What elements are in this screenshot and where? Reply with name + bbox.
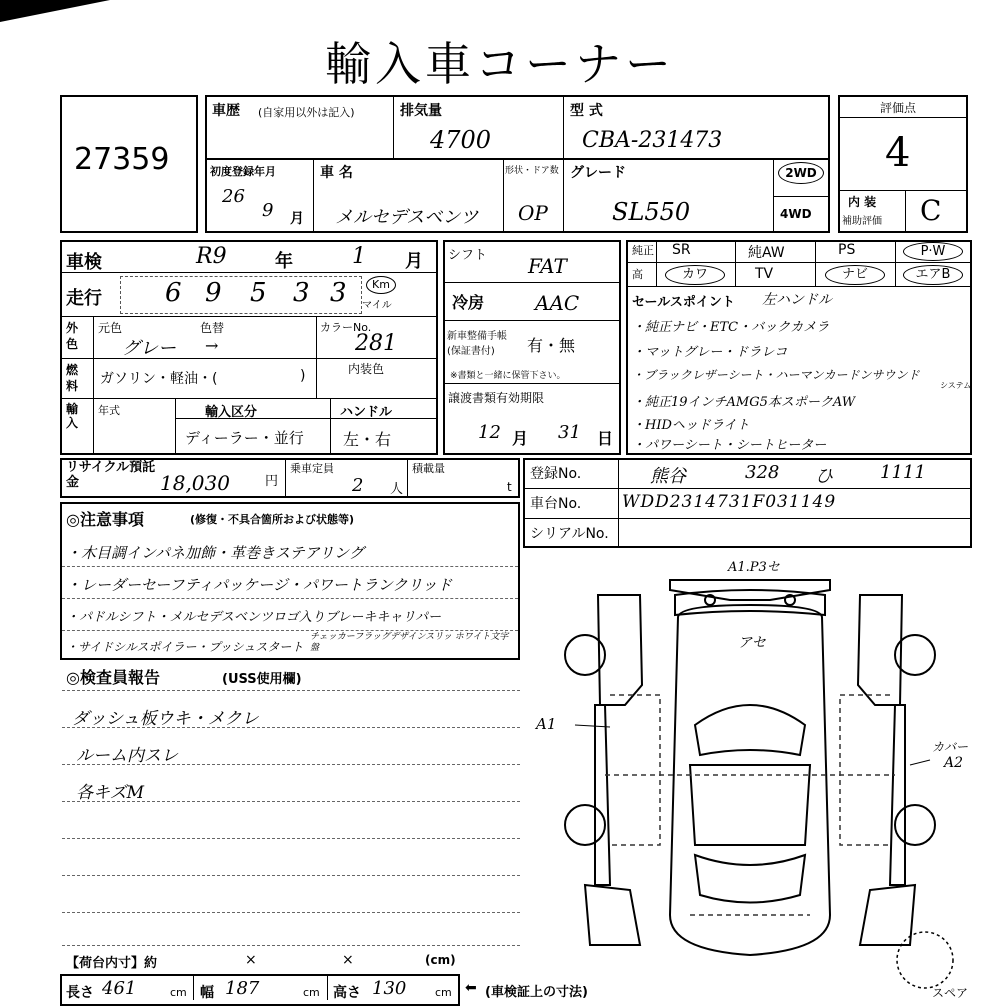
lot-number-box [60, 95, 198, 233]
notes-label: ◎注意事項 [66, 510, 144, 529]
diagram-spare-label: スペア [932, 986, 969, 1000]
divider [735, 240, 736, 286]
sales-line-7: ・パワーシート・シートヒーター [632, 438, 827, 453]
divider [905, 190, 906, 233]
displacement-value: 4700 [430, 126, 492, 154]
chassis-label: 車台No. [530, 496, 582, 512]
sales-line-5: ・純正19インチAMG5本スポークAW [632, 395, 856, 410]
car-diagram [530, 555, 970, 995]
model-code-label: 型 式 [570, 103, 603, 119]
divider [60, 398, 438, 399]
sales-line-3: ・マットグレー・ドラレコ [632, 345, 788, 360]
transfer-month: 12 [478, 422, 501, 443]
grade-value: SL550 [612, 198, 691, 226]
equip-sr: SR [672, 242, 691, 258]
divider [316, 316, 317, 398]
first-reg-label: 初度登録年月 [210, 165, 276, 178]
shift-label: シフト [448, 248, 488, 263]
inspection-year-unit: 年 [275, 251, 293, 272]
shape-value: OP [518, 201, 548, 225]
divider [656, 240, 657, 286]
cargo-x1: × [245, 952, 257, 968]
equip-aw: 純AW [748, 245, 785, 261]
drive-4wd: 4WD [780, 207, 812, 221]
divider [838, 190, 968, 191]
first-reg-month: 9 [262, 200, 274, 221]
interior-sub: 補助評価 [842, 216, 882, 227]
shift-value: FAT [528, 254, 567, 278]
recycle-label: リサイクル預託金 [66, 460, 156, 490]
inspection-year: R9 [196, 244, 227, 269]
car-name-value: メルセデスベンツ [335, 207, 479, 228]
equip-pw: P·W [903, 242, 963, 261]
mileage-unit-km: Km [366, 276, 396, 294]
manual-label: 新車整備手帳(保証書付) [447, 331, 507, 357]
capacity-value: 2 [352, 475, 364, 496]
displacement-label: 排気量 [400, 103, 442, 119]
shape-label: 形状・ドア数 [505, 166, 559, 176]
registration-num: 328 [745, 462, 780, 483]
load-unit: t [507, 480, 512, 494]
registration-place: 熊谷 [650, 466, 686, 487]
diagram-right-label: カバー [932, 740, 969, 754]
length-unit: cm [170, 986, 187, 999]
diagram-top-label: A1.P3セ [728, 560, 780, 575]
rule [62, 630, 518, 631]
cargo-label: 【荷台内寸】約 [66, 956, 158, 971]
equip-tv: TV [755, 266, 774, 282]
grade-label: グレード [570, 165, 626, 181]
equip-navi: ナビ [825, 265, 885, 285]
notes-sub: (修復・不具合箇所および状態等) [190, 513, 355, 526]
transfer-month-unit: 月 [512, 429, 529, 448]
divider [205, 158, 830, 160]
import-year-label: 年式 [98, 404, 120, 417]
notes-line-2: ・レーダーセーフティパッケージ・パワートランクリッド [66, 576, 452, 594]
width-label: 幅 [200, 985, 214, 1001]
diagram-right-code: A2 [944, 755, 964, 771]
divider [815, 240, 816, 286]
manual-value: 有・無 [527, 336, 576, 355]
divider [895, 240, 896, 286]
equip-leather: カワ [665, 265, 725, 285]
divider [193, 974, 194, 1000]
transfer-day-unit: 日 [597, 429, 614, 448]
divider [393, 95, 394, 158]
capacity-label: 乗車定員 [290, 462, 334, 475]
mileage-digit-1: 6 [165, 278, 182, 308]
cargo-unit: (cm) [425, 953, 456, 967]
width-value: 187 [225, 978, 260, 999]
notes-line-4-tail: チェッカーフラッグデザインスリッ ホワイト文字盤 [310, 632, 509, 653]
inspection-month: 1 [352, 244, 366, 269]
dims-note: (車検証上の寸法) [485, 985, 588, 1000]
inspector-sub: (USS使用欄) [222, 672, 302, 687]
history-label: 車歴 [212, 103, 240, 119]
notes-line-3: ・パドルシフト・メルセデスベンツロゴ入りブレーキキャリパー [66, 610, 441, 625]
color-arrow: → [205, 336, 219, 355]
cargo-x2: × [342, 952, 354, 968]
serial-label: シリアルNo. [530, 526, 609, 542]
import-class-value: ディーラー・並行 [185, 429, 304, 447]
handle-value: 左・右 [343, 430, 392, 449]
month-unit: 月 [290, 211, 304, 227]
sales-small-note: システム [940, 381, 972, 390]
divider [618, 458, 619, 548]
sales-line-6: ・HIDヘッドライト [632, 418, 750, 433]
manual-note: ※書類と一緒に保管下さい。 [450, 371, 566, 381]
divider [313, 158, 314, 233]
chassis-value: WDD2314731F031149 [622, 492, 837, 512]
fuel-options: ガソリン・軽油・( [100, 371, 218, 387]
car-name-label: 車 名 [320, 165, 353, 181]
divider [523, 518, 972, 519]
inspector-line-2: ルーム内スレ [76, 746, 178, 766]
mileage-digit-4: 3 [293, 278, 310, 308]
first-reg-year: 26 [222, 186, 245, 207]
inspector-line-3: 各キズM [76, 783, 145, 803]
genuine-label: 純正 [632, 244, 654, 257]
length-value: 461 [102, 978, 137, 999]
color-code-label: カラーNo. [320, 321, 372, 334]
registration-kana: ひ [815, 466, 833, 487]
capacity-unit: 人 [390, 482, 404, 497]
transfer-label: 譲渡書類有効期限 [448, 391, 545, 405]
mileage-digit-5: 3 [330, 278, 347, 308]
sales-line-1: 左ハンドル [762, 292, 832, 308]
divider [327, 974, 328, 1000]
interior-color-label: 内装色 [348, 362, 385, 376]
height-unit: cm [435, 986, 452, 999]
divider [60, 272, 438, 273]
registration-plate: 1111 [880, 462, 926, 483]
history-note: (自家用以外は記入) [258, 106, 355, 119]
rule [62, 875, 520, 876]
color-original: グレー [122, 338, 176, 359]
divider [60, 316, 438, 317]
divider [175, 398, 176, 455]
width-unit: cm [303, 986, 320, 999]
mileage-digit-2: 9 [205, 278, 222, 308]
ac-value: AAC [535, 291, 580, 315]
color-change-label: 色替 [200, 321, 225, 335]
fuel-close: ) [300, 368, 306, 384]
load-label: 積載量 [412, 462, 445, 475]
divider [60, 358, 438, 359]
divider [330, 398, 331, 455]
import-label: 輸入 [66, 402, 79, 430]
equip-airbag: エアB [903, 265, 963, 285]
handle-label: ハンドル [340, 405, 393, 420]
grade-value: 4 [885, 130, 911, 176]
rule [62, 598, 518, 599]
model-code-value: CBA-231473 [582, 128, 723, 153]
mileage-label: 走行 [66, 288, 102, 309]
mileage-field [120, 276, 362, 314]
divider [407, 458, 408, 498]
inspector-label: ◎検査員報告 [66, 668, 160, 687]
rule [62, 566, 518, 567]
diagram-left-label: A1 [536, 715, 557, 733]
color-label: 外色 [66, 321, 79, 351]
color-code: 281 [355, 331, 397, 356]
mileage-unit-mile: マイル [362, 300, 392, 311]
high-label: 高 [632, 268, 643, 281]
rule [62, 838, 520, 839]
inspection-month-unit: 月 [405, 251, 423, 272]
inspector-line-1: ダッシュ板ウキ・メクレ [72, 709, 259, 729]
divider [285, 458, 286, 498]
divider [93, 316, 94, 455]
sales-line-4: ・ブラックレザーシート・ハーマンカードンサウンド [632, 368, 920, 382]
divider [626, 286, 972, 287]
ac-label: 冷房 [452, 293, 485, 312]
grade-label: 評価点 [880, 101, 917, 115]
notes-line-1: ・木目調インパネ加飾・革巻きステアリング [66, 544, 364, 562]
inspection-label: 車検 [66, 252, 102, 273]
page-title: 輸入車コーナー [325, 37, 675, 91]
rule [62, 912, 520, 913]
divider [443, 282, 621, 283]
recycle-value: 18,030 [160, 471, 230, 495]
recycle-unit: 円 [265, 474, 279, 489]
divider [503, 158, 504, 233]
import-class-label: 輸入区分 [205, 405, 258, 420]
divider [563, 95, 564, 233]
divider [838, 117, 968, 118]
fuel-label: 燃料 [66, 363, 79, 393]
drive-2wd: 2WD [778, 162, 824, 184]
interior-value: C [920, 194, 942, 227]
color-original-label: 元色 [98, 321, 123, 335]
sales-line-2: ・純正ナビ・ETC・バックカメラ [632, 320, 830, 335]
divider [773, 196, 830, 197]
dims-arrow-icon: ⬅ [465, 980, 477, 996]
registration-label: 登録No. [530, 466, 582, 482]
notes-line-4: ・サイドシルスポイラー・プッシュスタート [66, 640, 304, 654]
divider [443, 383, 621, 384]
corner-mark [0, 0, 110, 22]
divider [626, 262, 972, 263]
transfer-day: 31 [558, 422, 581, 443]
height-value: 130 [372, 978, 407, 999]
sales-points-label: セールスポイント [632, 295, 735, 310]
diagram-center-label: アセ [738, 635, 766, 651]
rule [62, 690, 520, 691]
height-label: 高さ [333, 985, 361, 1001]
mileage-digit-3: 5 [250, 278, 267, 308]
divider [523, 488, 972, 489]
divider [443, 320, 621, 321]
length-label: 長さ [66, 985, 94, 1001]
lot-number: 27359 [74, 142, 170, 177]
equip-ps: PS [838, 242, 856, 258]
interior-label: 内 装 [848, 195, 877, 209]
rule [62, 945, 520, 946]
